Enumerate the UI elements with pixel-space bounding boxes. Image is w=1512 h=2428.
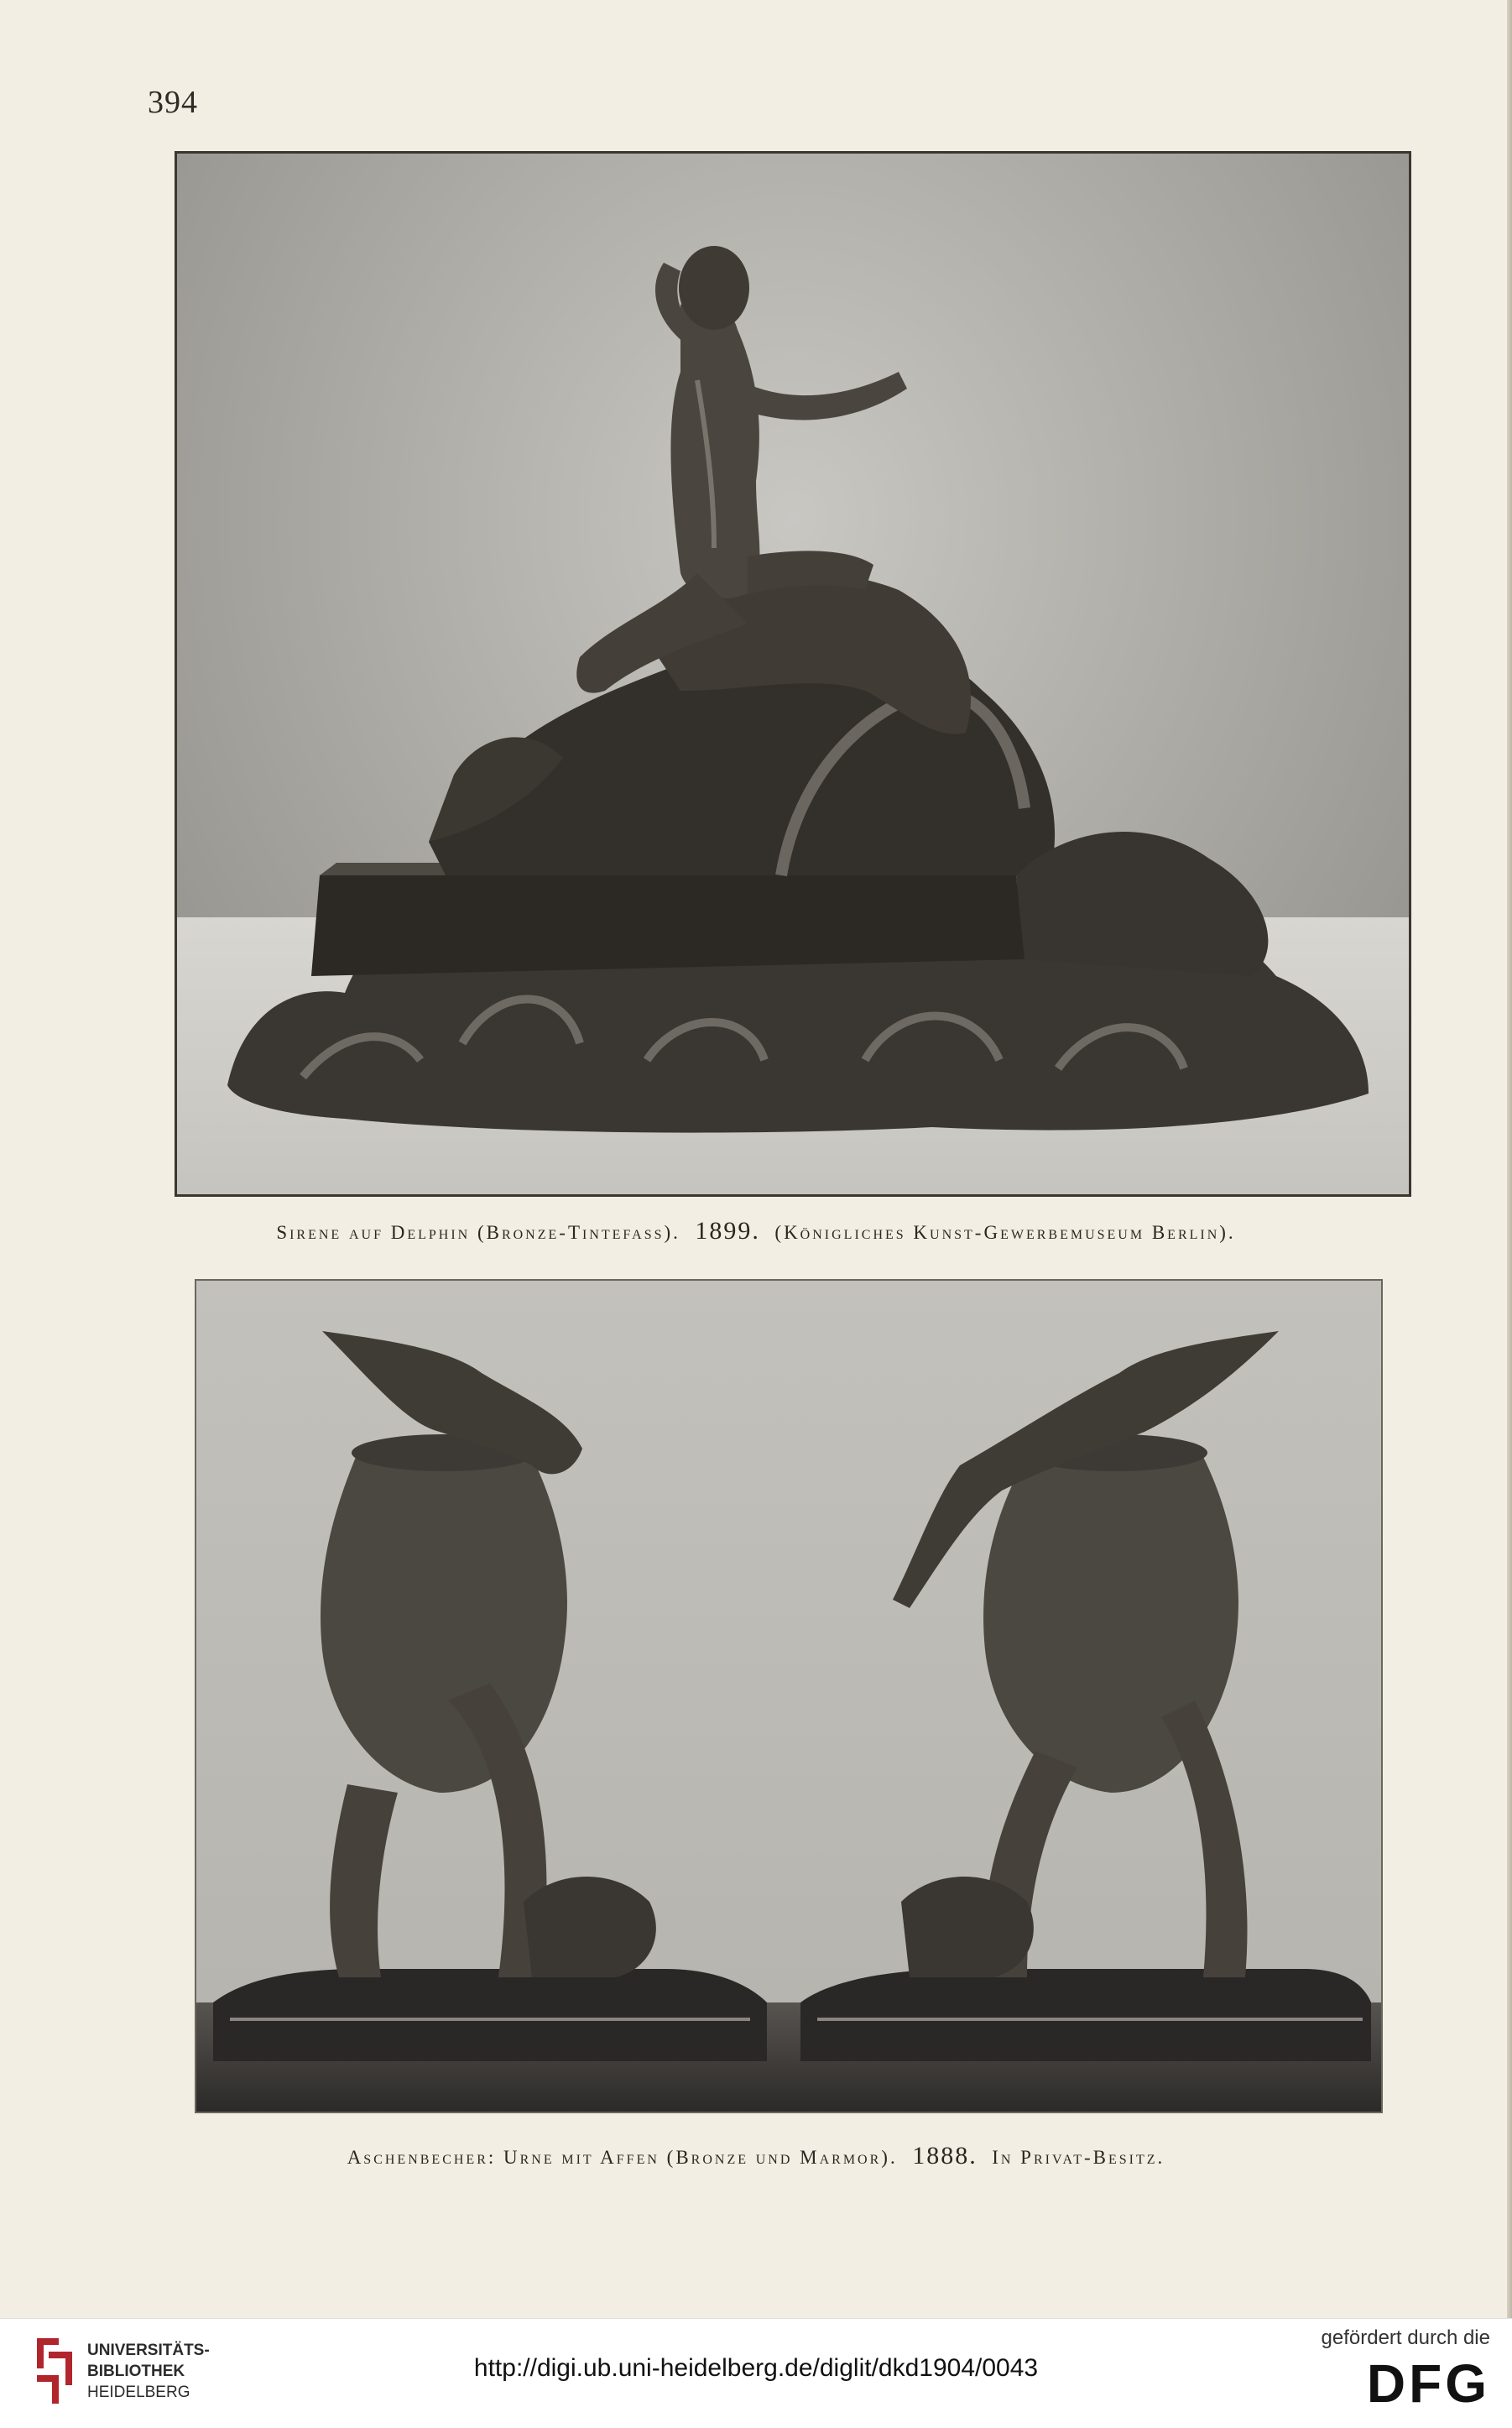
funding-badge[interactable]	[1322, 2326, 1490, 2417]
caption-title: Aschenbecher: Urne mit Affen (Bronze und Marmor).	[347, 2147, 898, 2168]
caption-title: Sirene auf Delphin (Bronze-Tintefass).	[276, 1222, 680, 1243]
caption-plate-1	[0, 1217, 1512, 1245]
siren-sculpture-illustration	[177, 154, 1409, 1194]
funding-note: gefördert durch die	[1321, 2326, 1490, 2349]
library-name-line-1: UNIVERSITÄTS-	[87, 2341, 210, 2359]
urn-sculpture-illustration	[196, 1281, 1381, 2112]
dfg-logo: DFG	[1366, 2353, 1490, 2414]
photo-siren-inkwell	[175, 151, 1411, 1197]
page-number: 394	[148, 85, 198, 120]
page-edge	[1507, 0, 1512, 2318]
library-name-line-3: HEIDELBERG	[87, 2383, 190, 2401]
photo-urn-with-monkeys	[195, 1279, 1383, 2113]
library-name-line-2: BIBLIOTHEK	[87, 2362, 185, 2380]
permalink-url[interactable]: http://digi.ub.uni-heidelberg.de/diglit/dkd1904/0043	[473, 2354, 1039, 2382]
caption-location: In Privat-Besitz.	[992, 2147, 1165, 2168]
caption-year: 1899.	[695, 1217, 760, 1245]
caption-location: (Königliches Kunst-Gewerbemuseum Berlin).	[774, 1222, 1236, 1243]
caption-plate-2	[0, 2142, 1512, 2170]
caption-year: 1888.	[912, 2142, 978, 2170]
